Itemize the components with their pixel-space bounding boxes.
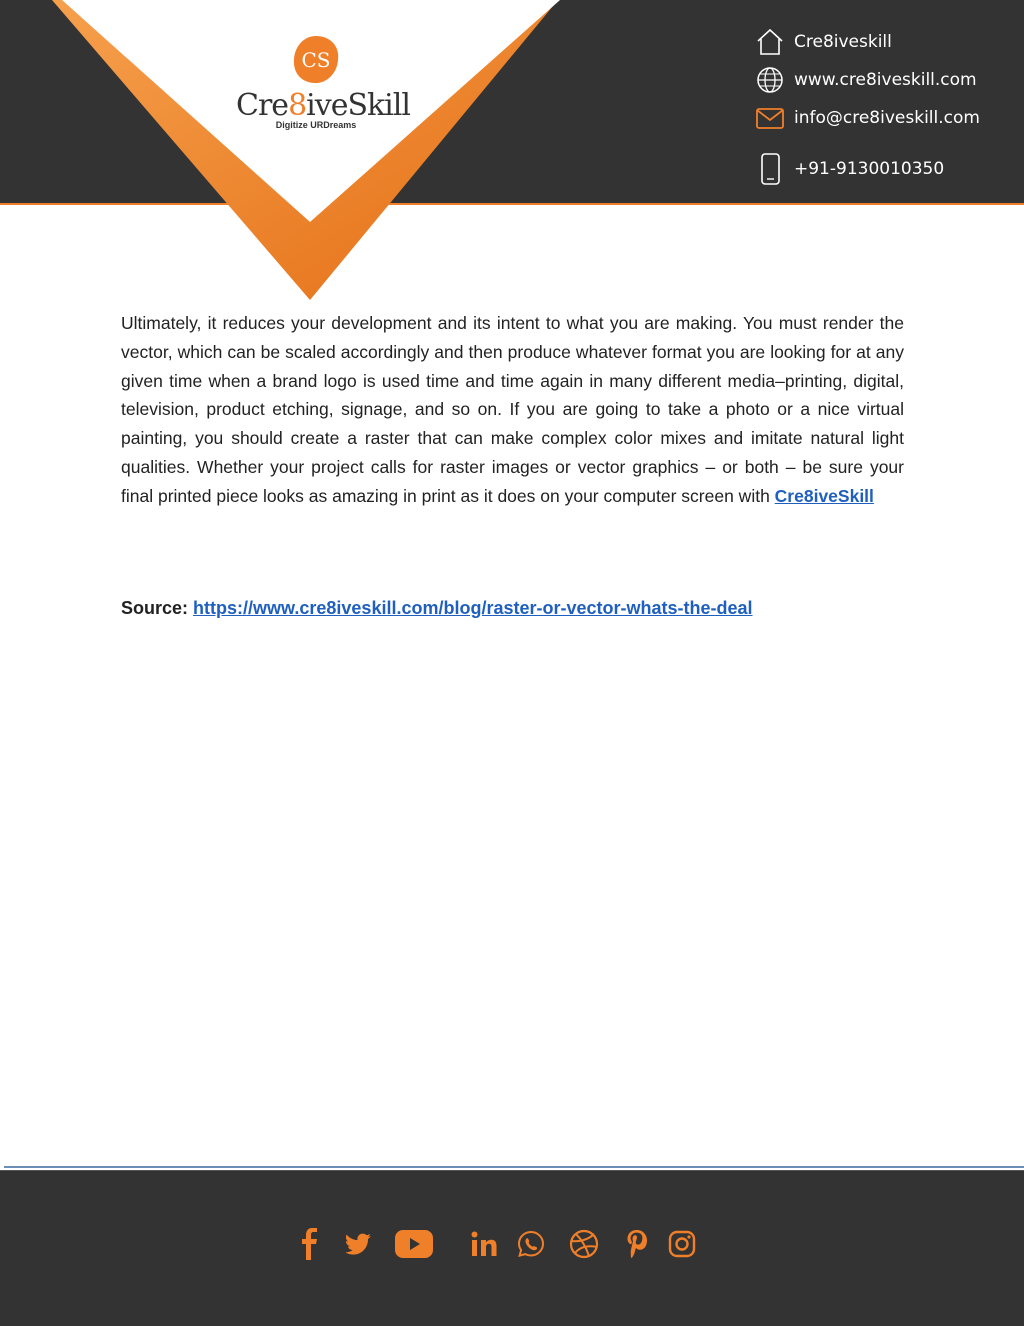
- twitter-icon[interactable]: [334, 1233, 384, 1255]
- contact-home[interactable]: [755, 25, 892, 59]
- article-paragraph: [121, 309, 904, 511]
- instagram-icon[interactable]: [662, 1230, 702, 1258]
- brand-link[interactable]: Cre8iveSkill: [774, 485, 874, 506]
- linkedin-icon[interactable]: [454, 1231, 514, 1257]
- source-label: Source:: [121, 598, 189, 618]
- whatsapp-icon[interactable]: [506, 1230, 556, 1258]
- social-links: [296, 1222, 726, 1266]
- facebook-icon[interactable]: [296, 1228, 324, 1260]
- logo-text-eight: 8: [288, 88, 307, 123]
- source-link[interactable]: https://www.cre8iveskill.com/blog/raster-or-vector-whats-the-deal: [193, 598, 753, 618]
- article-content: [121, 309, 904, 511]
- contact-phone[interactable]: [755, 152, 944, 186]
- logo-mark-icon: [290, 34, 342, 86]
- logo-wordmark: [236, 88, 410, 123]
- paragraph-text: Ultimately, it reduces your development and its intent to what you are making. You must render the vector, which can be scaled accordingly and then produce whatever format you are looking for at any given time when a brand logo is used time and time again in many different media–printing, digital, television, product etching, signage, and so on. If you are going to take a photo or a nice virtual painting, you should create a raster that can make complex color mixes and imitate natural light qualities. Whether your project calls for raster images or vector graphics – or both – be sure your final printed piece looks as amazing in print as it does on your computer screen with: [121, 313, 904, 506]
- dribbble-icon[interactable]: [556, 1229, 612, 1259]
- logo-tagline: Digitize URDreams: [275, 120, 357, 130]
- globe-icon: [755, 65, 785, 95]
- home-icon: [755, 27, 785, 57]
- brand-logo[interactable]: [236, 34, 410, 164]
- logo-mark-letters: CS: [301, 48, 331, 72]
- youtube-icon[interactable]: [384, 1230, 444, 1258]
- pinterest-icon[interactable]: [612, 1229, 662, 1259]
- logo-text-part: iveSkill: [306, 88, 410, 123]
- source-line: [121, 594, 753, 622]
- mail-icon: [755, 103, 785, 133]
- footer-divider: [4, 1166, 1024, 1168]
- contact-phone-text: +91-9130010350: [794, 159, 945, 179]
- contact-website[interactable]: [755, 63, 977, 97]
- contact-website-text: www.cre8iveskill.com: [794, 70, 977, 90]
- phone-icon: [755, 154, 785, 184]
- contact-email[interactable]: [755, 101, 980, 135]
- contact-email-text: info@cre8iveskill.com: [794, 108, 980, 128]
- contact-home-text: Cre8iveskill: [794, 32, 892, 52]
- logo-text-part: Cre: [236, 88, 289, 123]
